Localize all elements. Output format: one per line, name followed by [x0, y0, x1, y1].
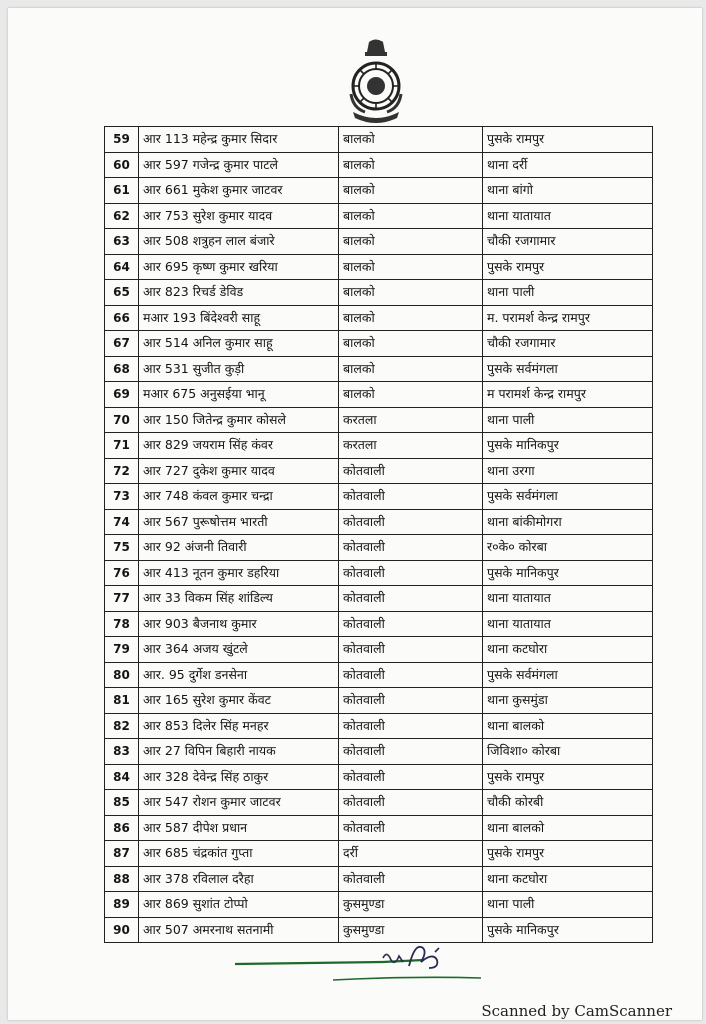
to-station: चौकी रजगामार — [483, 331, 653, 357]
employee-name: आर 685 चंद्रकांत गुप्ता — [139, 841, 339, 867]
table-row — [105, 178, 653, 204]
to-station: थाना कुसमुंडा — [483, 688, 653, 714]
employee-name: आर 597 गजेन्द्र कुमार पाटले — [139, 152, 339, 178]
row-number: 67 — [105, 331, 139, 357]
employee-name: आर 661 मुकेश कुमार जाटवर — [139, 178, 339, 204]
table-row — [105, 382, 653, 408]
to-station: चौकी रजगामार — [483, 229, 653, 255]
employee-name: आर 150 जितेन्द्र कुमार कोसले — [139, 407, 339, 433]
to-station: थाना यातायात — [483, 586, 653, 612]
table-row — [105, 688, 653, 714]
to-station: थाना बालको — [483, 713, 653, 739]
from-station: बालको — [339, 331, 483, 357]
to-station: थाना बालको — [483, 815, 653, 841]
from-station: कोतवाली — [339, 764, 483, 790]
table-row — [105, 764, 653, 790]
from-station: बालको — [339, 305, 483, 331]
to-station: थाना कटघोरा — [483, 866, 653, 892]
from-station: बालको — [339, 152, 483, 178]
from-station: कोतवाली — [339, 866, 483, 892]
row-number: 64 — [105, 254, 139, 280]
to-station: थाना उरगा — [483, 458, 653, 484]
to-station: पुसके मानिकपुर — [483, 433, 653, 459]
table-row — [105, 152, 653, 178]
table-row — [105, 356, 653, 382]
row-number: 60 — [105, 152, 139, 178]
row-number: 88 — [105, 866, 139, 892]
to-station: म परामर्श केन्द्र रामपुर — [483, 382, 653, 408]
from-station: बालको — [339, 178, 483, 204]
from-station: कोतवाली — [339, 458, 483, 484]
table-row — [105, 484, 653, 510]
from-station: कोतवाली — [339, 815, 483, 841]
table-row — [105, 280, 653, 306]
table-row — [105, 790, 653, 816]
row-number: 59 — [105, 127, 139, 153]
from-station: कोतवाली — [339, 535, 483, 561]
from-station: बालको — [339, 229, 483, 255]
to-station: थाना पाली — [483, 407, 653, 433]
to-station: पुसके रामपुर — [483, 841, 653, 867]
employee-name: आर 695 कृष्ण कुमार खरिया — [139, 254, 339, 280]
table-row — [105, 458, 653, 484]
scanner-watermark: Scanned by CamScanner — [481, 1002, 672, 1020]
employee-name: आर 514 अनिल कुमार साहू — [139, 331, 339, 357]
employee-name: आर 903 बैजनाथ कुमार — [139, 611, 339, 637]
from-station: कुसमुण्डा — [339, 917, 483, 943]
employee-name: आर 165 सुरेश कुमार केंवट — [139, 688, 339, 714]
row-number: 65 — [105, 280, 139, 306]
employee-name: आर 92 अंजनी तिवारी — [139, 535, 339, 561]
row-number: 89 — [105, 892, 139, 918]
row-number: 79 — [105, 637, 139, 663]
employee-name: आर 328 देवेन्द्र सिंह ठाकुर — [139, 764, 339, 790]
from-station: बालको — [339, 254, 483, 280]
row-number: 75 — [105, 535, 139, 561]
table-row — [105, 407, 653, 433]
to-station: पुसके मानिकपुर — [483, 560, 653, 586]
to-station: म. परामर्श केन्द्र रामपुर — [483, 305, 653, 331]
row-number: 63 — [105, 229, 139, 255]
employee-name: आर 27 विपिन बिहारी नायक — [139, 739, 339, 765]
row-number: 69 — [105, 382, 139, 408]
employee-name: आर 33 विकम सिंह शांडिल्य — [139, 586, 339, 612]
to-station: थाना यातायात — [483, 203, 653, 229]
employee-name: आर 748 कंवल कुमार चन्द्रा — [139, 484, 339, 510]
row-number: 73 — [105, 484, 139, 510]
table-row — [105, 254, 653, 280]
to-station: थाना बांगो — [483, 178, 653, 204]
employee-name: मआर 675 अनुसईया भानू — [139, 382, 339, 408]
from-station: बालको — [339, 127, 483, 153]
signature-icon — [233, 938, 483, 984]
row-number: 77 — [105, 586, 139, 612]
row-number: 70 — [105, 407, 139, 433]
from-station: कोतवाली — [339, 509, 483, 535]
employee-name: आर 869 सुशांत टोप्पो — [139, 892, 339, 918]
table-row — [105, 433, 653, 459]
from-station: कोतवाली — [339, 484, 483, 510]
table-row — [105, 611, 653, 637]
from-station: दर्री — [339, 841, 483, 867]
table-row — [105, 841, 653, 867]
row-number: 76 — [105, 560, 139, 586]
row-number: 83 — [105, 739, 139, 765]
to-station: पुसके रामपुर — [483, 764, 653, 790]
table-row — [105, 331, 653, 357]
to-station: जिविशा० कोरबा — [483, 739, 653, 765]
row-number: 90 — [105, 917, 139, 943]
row-number: 84 — [105, 764, 139, 790]
row-number: 78 — [105, 611, 139, 637]
employee-name: आर 567 पुरूषोत्तम भारती — [139, 509, 339, 535]
to-station: थाना पाली — [483, 280, 653, 306]
employee-name: आर 853 दिलेर सिंह मनहर — [139, 713, 339, 739]
table-row — [105, 229, 653, 255]
table-row — [105, 203, 653, 229]
employee-name: आर 413 नूतन कुमार डहरिया — [139, 560, 339, 586]
employee-name: आर 507 अमरनाथ सतनामी — [139, 917, 339, 943]
row-number: 80 — [105, 662, 139, 688]
to-station: थाना बांकीमोगरा — [483, 509, 653, 535]
employee-name: आर 508 शत्रुहन लाल बंजारे — [139, 229, 339, 255]
row-number: 74 — [105, 509, 139, 535]
row-number: 66 — [105, 305, 139, 331]
row-number: 87 — [105, 841, 139, 867]
from-station: करतला — [339, 433, 483, 459]
employee-name: आर 531 सुजीत कुड़ी — [139, 356, 339, 382]
table-row — [105, 305, 653, 331]
from-station: कोतवाली — [339, 586, 483, 612]
employee-name: आर 113 महेन्द्र कुमार सिदार — [139, 127, 339, 153]
to-station: थाना यातायात — [483, 611, 653, 637]
table-row — [105, 637, 653, 663]
table-row — [105, 560, 653, 586]
table-row — [105, 892, 653, 918]
row-number: 68 — [105, 356, 139, 382]
row-number: 81 — [105, 688, 139, 714]
to-station: पुसके सर्वमंगला — [483, 484, 653, 510]
from-station: कोतवाली — [339, 560, 483, 586]
from-station: बालको — [339, 203, 483, 229]
to-station: थाना दर्री — [483, 152, 653, 178]
from-station: कोतवाली — [339, 713, 483, 739]
table-row — [105, 815, 653, 841]
to-station: पुसके सर्वमंगला — [483, 356, 653, 382]
table-row — [105, 535, 653, 561]
employee-name: आर 823 रिचर्ड डेविड — [139, 280, 339, 306]
employee-name: मआर 193 बिंदेश्वरी साहू — [139, 305, 339, 331]
employee-name: आर 727 दुकेश कुमार यादव — [139, 458, 339, 484]
table-row — [105, 127, 653, 153]
from-station: कोतवाली — [339, 662, 483, 688]
from-station: कुसमुण्डा — [339, 892, 483, 918]
table-row — [105, 662, 653, 688]
row-number: 62 — [105, 203, 139, 229]
to-station: थाना पाली — [483, 892, 653, 918]
table-row — [105, 586, 653, 612]
employee-name: आर 587 दीपेश प्रधान — [139, 815, 339, 841]
employee-name: आर 378 रविलाल दरैहा — [139, 866, 339, 892]
from-station: बालको — [339, 280, 483, 306]
from-station: कोतवाली — [339, 739, 483, 765]
to-station: पुसके मानिकपुर — [483, 917, 653, 943]
row-number: 82 — [105, 713, 139, 739]
from-station: बालको — [339, 356, 483, 382]
table-row — [105, 713, 653, 739]
row-number: 61 — [105, 178, 139, 204]
row-number: 72 — [105, 458, 139, 484]
employee-name: आर 364 अजय खुंटले — [139, 637, 339, 663]
from-station: कोतवाली — [339, 688, 483, 714]
employee-name: आर. 95 दुर्गेश डनसेना — [139, 662, 339, 688]
to-station: चौकी कोरबी — [483, 790, 653, 816]
to-station: पुसके सर्वमंगला — [483, 662, 653, 688]
to-station: थाना कटघोरा — [483, 637, 653, 663]
from-station: करतला — [339, 407, 483, 433]
employee-name: आर 753 सुरेश कुमार यादव — [139, 203, 339, 229]
row-number: 71 — [105, 433, 139, 459]
employee-name: आर 547 रोशन कुमार जाटवर — [139, 790, 339, 816]
from-station: कोतवाली — [339, 637, 483, 663]
to-station: र०के० कोरबा — [483, 535, 653, 561]
police-emblem-icon — [345, 38, 407, 124]
row-number: 86 — [105, 815, 139, 841]
table-row — [105, 509, 653, 535]
row-number: 85 — [105, 790, 139, 816]
table-row — [105, 739, 653, 765]
transfer-list-table — [104, 126, 653, 943]
to-station: पुसके रामपुर — [483, 254, 653, 280]
from-station: कोतवाली — [339, 790, 483, 816]
from-station: बालको — [339, 382, 483, 408]
to-station: पुसके रामपुर — [483, 127, 653, 153]
document-page — [8, 8, 702, 1020]
employee-name: आर 829 जयराम सिंह कंवर — [139, 433, 339, 459]
from-station: कोतवाली — [339, 611, 483, 637]
table-row — [105, 866, 653, 892]
